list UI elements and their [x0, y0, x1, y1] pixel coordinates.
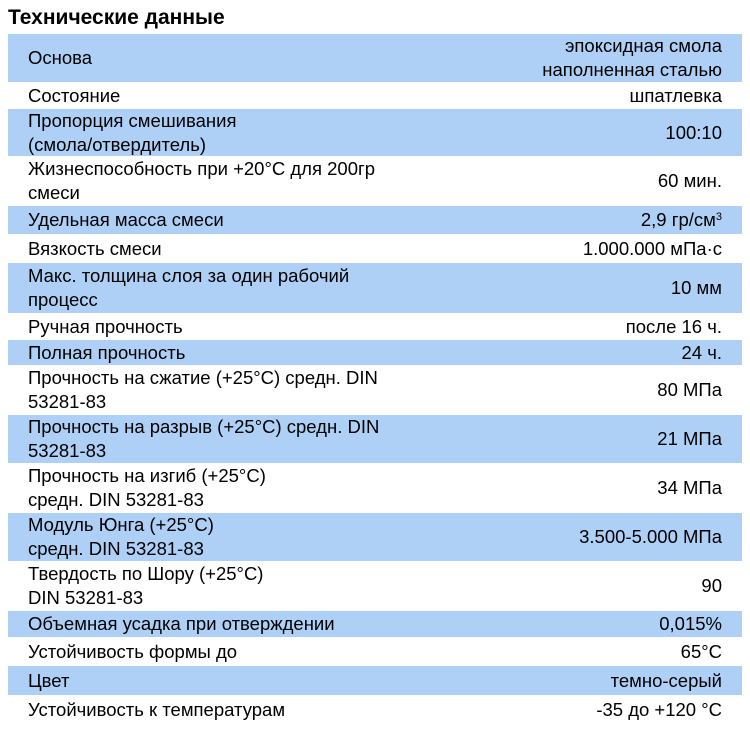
spec-row — [8, 109, 742, 157]
spec-label: Макс. толщина слоя за один рабочий процесс — [28, 265, 350, 310]
spec-value — [616, 315, 722, 339]
spec-row — [8, 34, 742, 83]
spec-value — [648, 169, 722, 193]
spec-label: Прочность на разрыв (+25°C) средн. DIN 53281-83 — [28, 416, 380, 461]
spec-row — [8, 611, 742, 638]
spec-label: Полная прочность — [28, 341, 186, 363]
spec-row — [8, 235, 742, 263]
spec-row — [8, 464, 742, 513]
spec-value-text: шпатлевка — [629, 84, 722, 106]
spec-value-superscript: 3 — [715, 211, 722, 223]
spec-value-text: эпоксидная смола наполненная сталью — [542, 35, 722, 80]
spec-row — [8, 263, 742, 314]
spec-row — [8, 513, 742, 562]
spec-value — [647, 427, 722, 451]
spec-value-text: 100:10 — [665, 121, 722, 143]
spec-value — [671, 640, 722, 664]
spec-value-text: 10 мм — [670, 277, 722, 298]
spec-value — [619, 84, 722, 108]
spec-value-text: 2,9 гр/см — [640, 209, 716, 230]
spec-value-text: темно-серый — [610, 669, 722, 691]
spec-value-text: 60 мин. — [657, 170, 722, 191]
spec-value-text: 90 — [701, 575, 722, 596]
spec-row — [8, 340, 742, 366]
spec-value — [691, 574, 722, 598]
spec-label: Удельная масса смеси — [28, 209, 224, 230]
spec-label: Прочность на изгиб (+25°C) средн. DIN 53281-83 — [28, 465, 266, 510]
spec-value-text: -35 до +120 °C — [596, 698, 722, 720]
spec-row — [8, 157, 742, 206]
spec-value — [573, 237, 722, 261]
spec-value — [672, 341, 723, 365]
spec-value-text: после 16 ч. — [625, 315, 722, 337]
spec-label: Объемная усадка при отверждении — [28, 613, 335, 634]
spec-label: Жизнеспособность при +20°C для 200гр смеси — [28, 158, 376, 203]
spec-label: Устойчивость формы до — [28, 640, 238, 662]
spec-label: Прочность на сжатие (+25°C) средн. DIN 53281-83 — [28, 367, 378, 412]
spec-value-text: 34 МПа — [657, 477, 722, 498]
spec-table — [8, 34, 742, 724]
spec-label: Ручная прочность — [28, 315, 183, 337]
spec-value — [649, 612, 722, 636]
spec-value — [532, 34, 722, 82]
spec-row — [8, 206, 742, 235]
page-title: Технические данные — [8, 6, 225, 29]
spec-row — [8, 562, 742, 611]
spec-value-text: 3.500-5.000 МПа — [579, 526, 722, 547]
spec-row — [8, 314, 742, 340]
spec-label: Вязкость смеси — [28, 237, 162, 259]
spec-value — [655, 121, 722, 145]
spec-row — [8, 415, 742, 464]
spec-value-text: 21 МПа — [657, 428, 722, 449]
spec-value-text: 1.000.000 мПа·с — [582, 237, 722, 259]
spec-label: Модуль Юнга (+25°C) средн. DIN 53281-83 — [28, 514, 214, 559]
spec-value — [647, 378, 722, 402]
spec-label: Устойчивость к температурам — [28, 698, 286, 720]
spec-label: Состояние — [28, 84, 121, 106]
spec-row — [8, 83, 742, 109]
spec-value — [601, 669, 722, 693]
spec-value-text: 24 ч. — [681, 341, 722, 363]
spec-label: Пропорция смешивания (смола/отвердитель) — [28, 109, 237, 155]
spec-value — [661, 276, 722, 300]
spec-value — [631, 208, 722, 232]
spec-row — [8, 666, 742, 696]
spec-label: Основа — [28, 47, 93, 68]
spec-value — [569, 525, 722, 549]
spec-row — [8, 696, 742, 724]
spec-row — [8, 638, 742, 666]
spec-value — [586, 698, 722, 722]
spec-value-text: 65°C — [680, 640, 722, 662]
spec-value-text: 80 МПа — [657, 379, 722, 400]
spec-row — [8, 366, 742, 415]
spec-value-text: 0,015% — [659, 613, 722, 634]
spec-label: Твердость по Шору (+25°C) DIN 53281-83 — [28, 563, 264, 608]
spec-value — [647, 476, 722, 500]
spec-label: Цвет — [28, 669, 70, 691]
